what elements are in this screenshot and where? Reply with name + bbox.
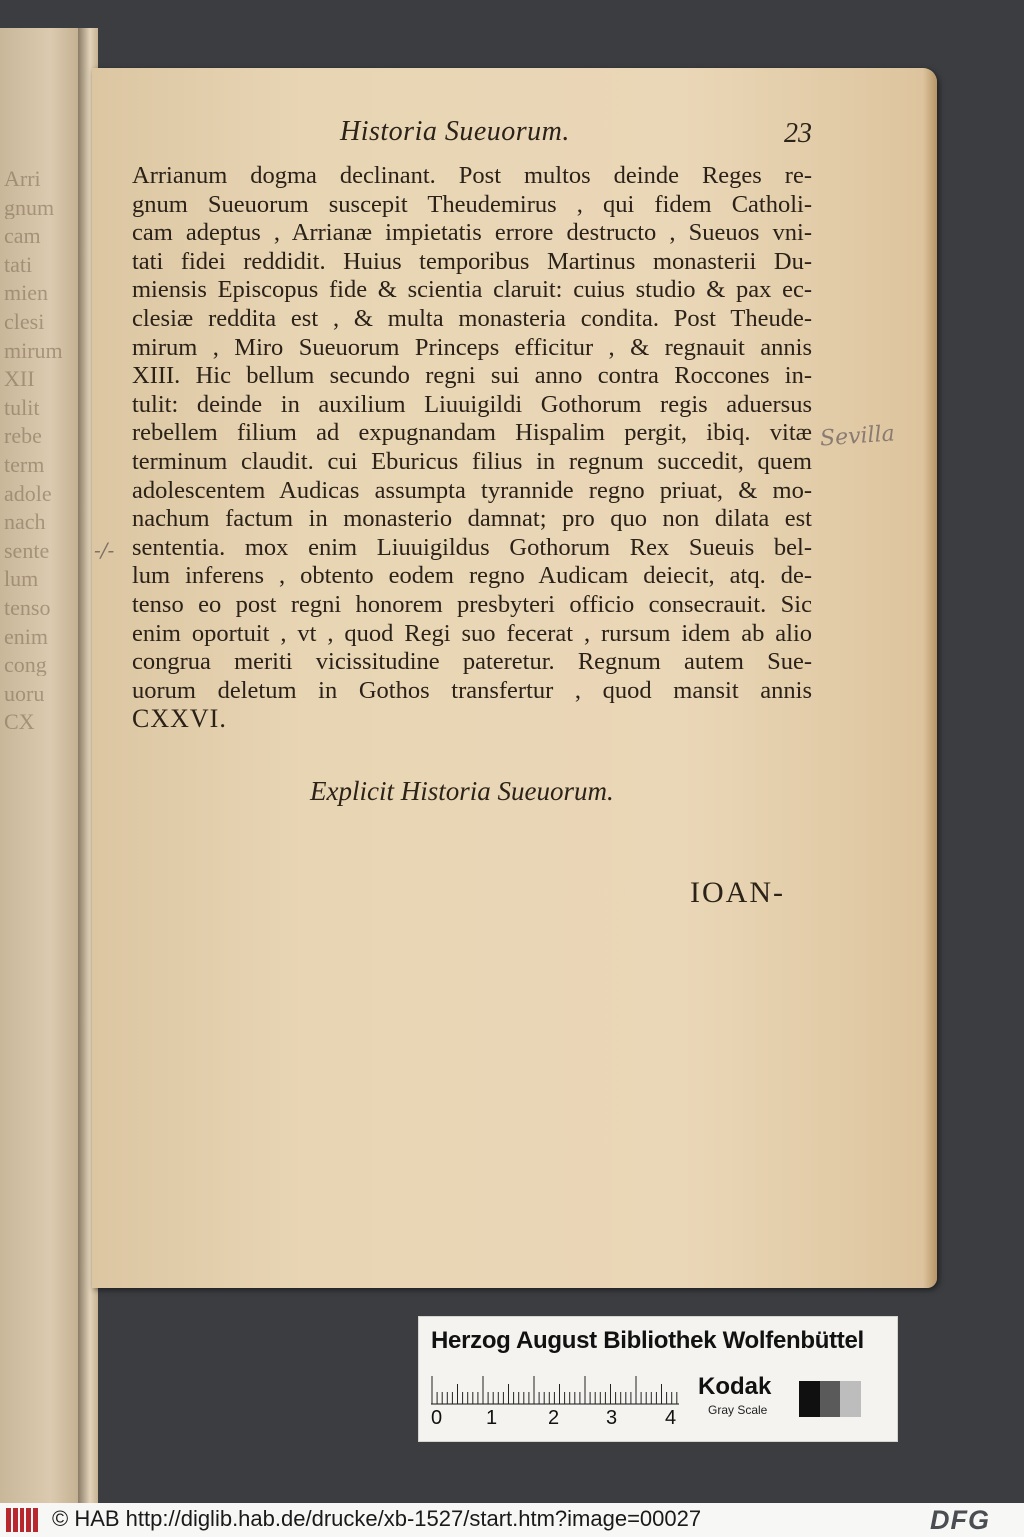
hab-logo-icon — [6, 1508, 38, 1532]
previous-page-fragment: mirum — [4, 337, 63, 362]
previous-page-fragment: tati — [4, 251, 33, 276]
previous-page-fragment: tulit — [4, 394, 40, 419]
text-line: XIII. Hic bellum secundo regni sui anno contra Roccones in- — [132, 362, 812, 390]
text-line: rebellem filium ad expugnandam Hispalim pergit, ibiq. vitæ — [132, 419, 812, 447]
ruler-scale — [431, 1375, 679, 1405]
text-line: tulit: deinde in auxilium Liuuigildi Gothorum regis aduersus — [132, 390, 812, 418]
ruler-number: 3 — [606, 1407, 618, 1429]
text-line: enim oportuit , vt , quod Regi suo fecerat , rursum idem ab alio — [132, 619, 812, 647]
book-page — [92, 68, 937, 1288]
previous-page-fragment: mien — [4, 280, 48, 305]
explicit-line: Explicit Historia Sueuorum. — [310, 776, 614, 806]
previous-page-fragment: lum — [4, 566, 39, 591]
page-edge-shadow — [923, 68, 937, 1288]
page-number: 23 — [784, 118, 812, 149]
library-scale-label — [418, 1316, 898, 1442]
previous-page-fragment: Arri — [4, 166, 41, 190]
text-line: congrua meriti vicissitudine pateretur. Regnum autem Sue- — [132, 648, 812, 676]
previous-page-fragment: term — [4, 452, 45, 476]
previous-page-fragment: nach — [4, 509, 46, 534]
text-line: clesiæ reddita est , & multa monasteria condita. Post Theude- — [132, 304, 812, 332]
library-name: Herzog August Bibliothek Wolfenbüttel — [431, 1327, 864, 1354]
footer-bar — [0, 1503, 1024, 1537]
text-line: mirum , Miro Sueuorum Princeps efficitur , & regnauit annis — [132, 333, 812, 361]
text-line: tati fidei reddidit. Huius temporibus Martinus monasterii Du- — [132, 247, 812, 275]
copyright-url[interactable]: © HAB http://diglib.hab.de/drucke/xb-1527/start.htm?image=00027 — [52, 1506, 702, 1531]
ruler-number: 2 — [548, 1407, 560, 1429]
ruler-number: 1 — [486, 1407, 498, 1429]
gray-patch — [820, 1381, 841, 1417]
text-line: gnum Sueuorum suscepit Theudemirus , qui fidem Catholi- — [132, 190, 812, 218]
previous-page-fragment: clesi — [4, 309, 45, 333]
body-text — [132, 162, 812, 734]
text-line: lum inferens , obtento eodem regno Audicam deiecit, atq. de- — [132, 562, 812, 590]
text-line: sententia. mox enim Liuuigildus Gothorum Rex Sueuis bel- — [132, 533, 812, 561]
kodak-brand: Kodak — [698, 1373, 772, 1400]
previous-page-fragment: enim — [4, 623, 48, 648]
text-line: CXXVI. — [132, 704, 227, 734]
gray-patch — [840, 1381, 861, 1417]
text-line: adolescentem Audicas assumpta tyrannide regno priuat, & mo- — [132, 476, 812, 504]
text-line: uorum deletum in Gothos transfertur , quod mansit annis — [132, 676, 812, 704]
dfg-logo: DFG — [930, 1505, 990, 1535]
handwritten-margin-note: Sevilla — [819, 421, 896, 452]
previous-page-fragment: gnum — [4, 194, 55, 219]
text-line: tenso eo post regni honorem presbyteri officio consecrauit. Sic — [132, 590, 812, 618]
previous-page-fragment: rebe — [4, 423, 42, 448]
previous-page-fragment: uoru — [4, 680, 45, 705]
previous-page-fragment: tenso — [4, 595, 51, 619]
text-line: cam adeptus , Arrianæ impietatis errore destructo , Sueuos vni- — [132, 219, 812, 247]
catchword: IOAN- — [690, 876, 785, 909]
text-line: miensis Episcopus fide & scientia claruit: cuius studio & pax ec- — [132, 276, 812, 304]
gray-patch — [799, 1381, 820, 1417]
previous-page-fragment: CX — [4, 709, 35, 734]
text-line: nachum factum in monasterio damnat; pro quo non dilata est — [132, 505, 812, 533]
gray-scale-caption: Gray Scale — [708, 1403, 768, 1417]
previous-page-fragment: sente — [4, 537, 50, 562]
ruler-number: 4 — [665, 1407, 677, 1429]
gray-patches — [799, 1381, 861, 1417]
ruler-numbers — [431, 1407, 691, 1431]
previous-page-fragment: XII — [4, 366, 35, 391]
handwritten-margin-mark: -/- — [94, 538, 115, 562]
text-line: Arrianum dogma declinant. Post multos deinde Reges re- — [132, 162, 812, 189]
ruler-number: 0 — [431, 1407, 443, 1429]
previous-page-fragment: cam — [4, 223, 41, 248]
previous-page-fragment: adole — [4, 480, 52, 505]
text-line: terminum claudit. cui Eburicus filius in regnum succedit, quem — [132, 447, 812, 475]
running-head: Historia Sueuorum. — [340, 116, 570, 147]
previous-page-fragment: cong — [4, 652, 47, 677]
